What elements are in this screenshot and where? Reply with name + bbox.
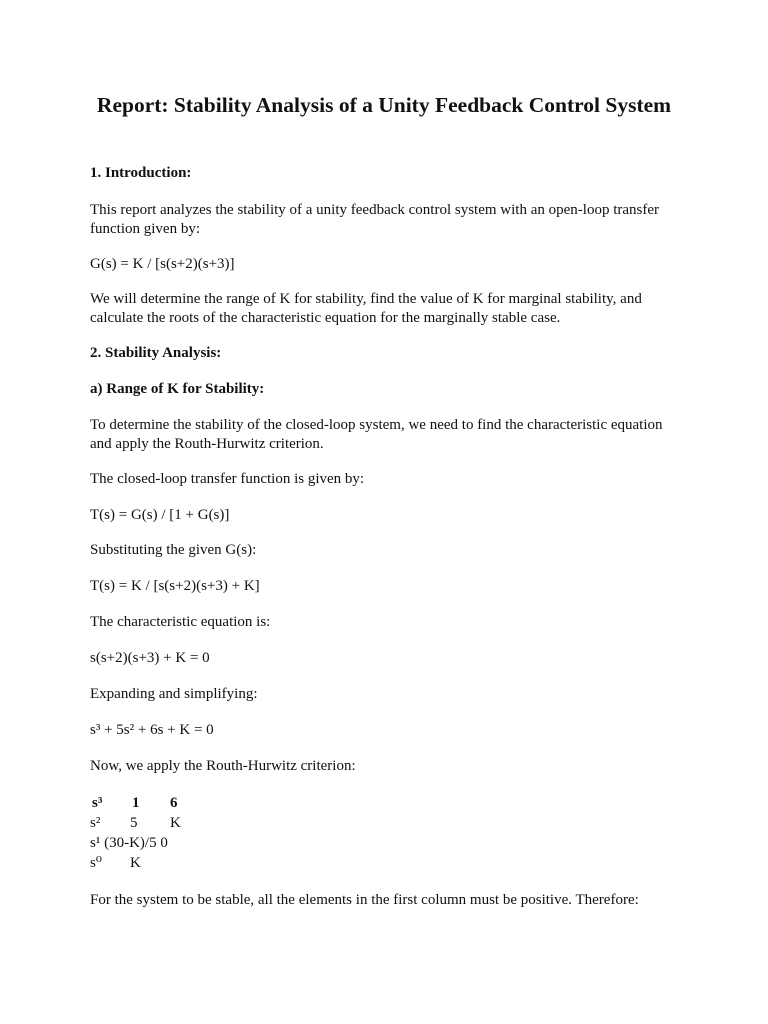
routh-cell: K [130, 855, 141, 871]
characteristic-equation: s(s+2)(s+3) + K = 0 [90, 650, 210, 666]
section-heading-introduction: 1. Introduction: [90, 165, 192, 181]
routh-cell: s² [90, 815, 101, 831]
routh-cell: 6 [170, 795, 178, 811]
routh-row [90, 833, 200, 853]
routh-apply-intro: Now, we apply the Routh-Hurwitz criterion: [90, 758, 356, 774]
routh-row [90, 813, 200, 833]
routh-header-row [90, 793, 200, 813]
report-title: Report: Stability Analysis of a Unity Feedback Control System [96, 93, 672, 117]
routh-cell: s¹ (30-K)/5 0 [90, 835, 168, 851]
substituted-equation: T(s) = K / [s(s+2)(s+3) + K] [90, 578, 260, 594]
routh-cell: K [170, 815, 181, 831]
section-heading-stability-analysis: 2. Stability Analysis: [90, 345, 222, 361]
routh-cell: s⁰ [90, 855, 102, 871]
routh-cell: 5 [130, 815, 138, 831]
routh-cell: s³ [92, 795, 103, 811]
expanded-equation: s³ + 5s² + 6s + K = 0 [90, 722, 214, 738]
substitution-intro: Substituting the given G(s): [90, 542, 257, 558]
closed-loop-equation: T(s) = G(s) / [1 + G(s)] [90, 507, 230, 523]
routh-row [90, 853, 200, 873]
routh-cell: 1 [132, 795, 140, 811]
closed-loop-intro: The closed-loop transfer function is given by: [90, 471, 365, 487]
open-loop-equation: G(s) = K / [s(s+2)(s+3)] [90, 256, 235, 272]
intro-paragraph: This report analyzes the stability of a unity feedback control system with an open-loop transfer function given by: [90, 202, 659, 237]
subsection-heading-range-of-k: a) Range of K for Stability: [90, 381, 265, 397]
objectives-paragraph: We will determine the range of K for stability, find the value of K for marginal stability, and calculate the roots of the characteristic equation for the marginally stable case. [90, 291, 642, 326]
routh-table [90, 793, 200, 873]
routh-intro-paragraph: To determine the stability of the closed-loop system, we need to find the characteristic equation and apply the Routh-Hurwitz criterion. [90, 417, 663, 452]
stability-condition-paragraph: For the system to be stable, all the elements in the first column must be positive. Therefore: [90, 892, 639, 908]
characteristic-intro: The characteristic equation is: [90, 614, 271, 630]
routh-cell [170, 853, 200, 873]
expanding-intro: Expanding and simplifying: [90, 686, 258, 702]
